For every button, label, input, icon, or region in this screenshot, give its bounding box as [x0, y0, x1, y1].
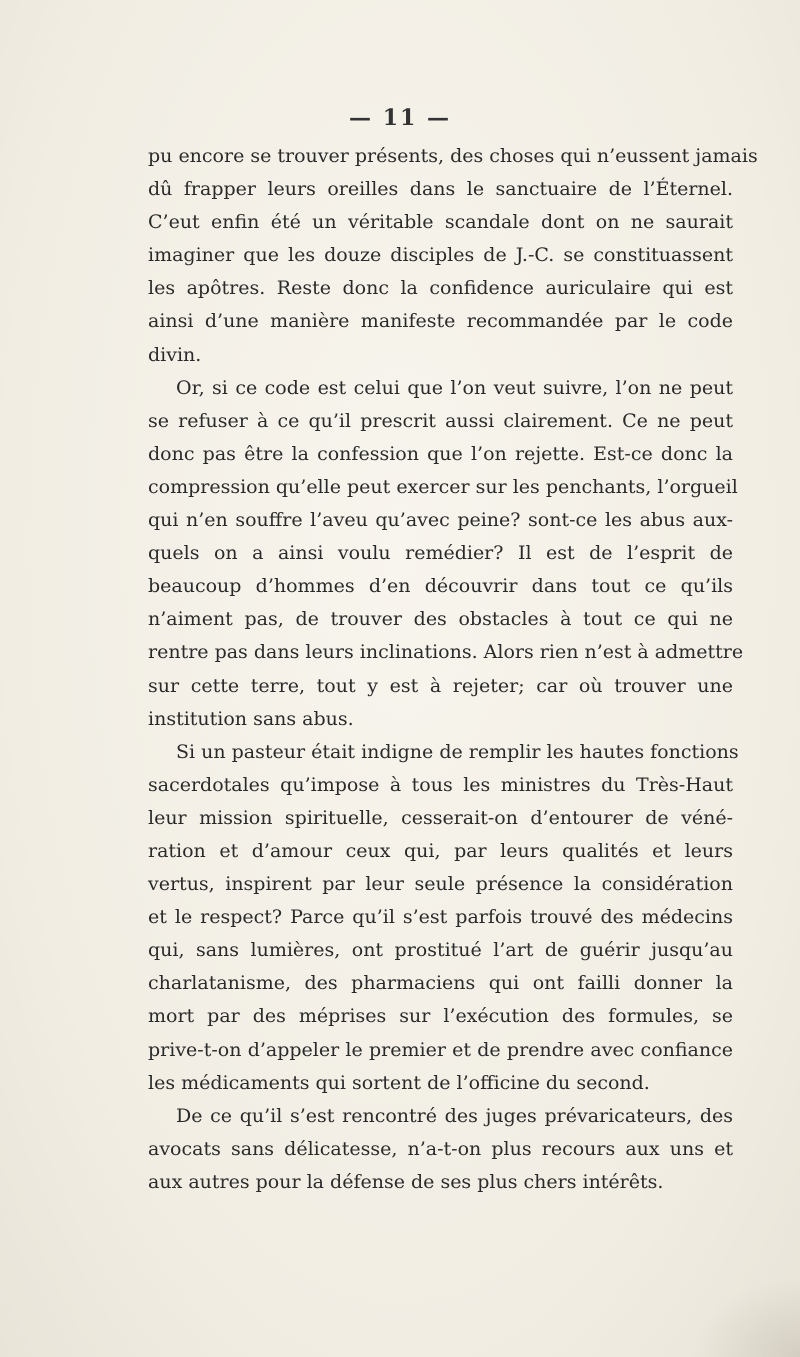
- text-line: quels on a ainsi voulu remédier? Il est de l’esprit de: [148, 542, 733, 565]
- text-line: Or, si ce code est celui que l’on veut suivre, l’on ne peut: [176, 376, 733, 399]
- text-line: prive-t-on d’appeler le premier et de prendre avec confiance: [148, 1038, 733, 1061]
- page-number: — 11 —: [349, 105, 451, 131]
- page-corner-shadow: [690, 1277, 800, 1357]
- text-line: qui, sans lumières, ont prostitué l’art de guérir jusqu’au: [148, 939, 733, 962]
- text-line: n’aiment pas, de trouver des obstacles à tout ce qui ne: [148, 608, 733, 631]
- text-line: ration et d’amour ceux qui, par leurs qualités et leurs: [148, 839, 733, 862]
- text-line: imaginer que les douze disciples de J.-C. se constituassent: [148, 244, 733, 267]
- text-line: mort par des méprises sur l’exécution des formules, se: [148, 1005, 733, 1028]
- text-line: Si un pasteur était indigne de remplir les hautes fonctions: [176, 740, 739, 763]
- text-line: vertus, inspirent par leur seule présence la considération: [148, 873, 733, 896]
- text-line: donc pas être la confession que l’on rejette. Est-ce donc la: [148, 442, 733, 465]
- text-line: se refuser à ce qu’il prescrit aussi clairement. Ce ne peut: [148, 409, 733, 432]
- text-line: aux autres pour la défense de ses plus chers intérêts.: [148, 1170, 664, 1193]
- text-line: rentre pas dans leurs inclinations. Alors rien n’est à admettre: [148, 641, 744, 664]
- text-line: leur mission spirituelle, cesserait-on d’entourer de véné-: [148, 806, 733, 829]
- text-line: les apôtres. Reste donc la confidence auriculaire qui est: [148, 277, 733, 300]
- text-line: De ce qu’il s’est rencontré des juges prévaricateurs, des: [176, 1104, 733, 1127]
- text-line: C’eut enfin été un véritable scandale dont on ne saurait: [148, 211, 733, 234]
- text-line: sur cette terre, tout y est à rejeter; car où trouver une: [148, 674, 733, 697]
- text-line: pu encore se trouver présents, des choses qui n’eussent jamais: [148, 145, 758, 167]
- text-line: divin.: [148, 343, 202, 366]
- text-line: charlatanisme, des pharmaciens qui ont failli donner la: [148, 972, 733, 995]
- text-line: institution sans abus.: [148, 707, 354, 730]
- text-line: les médicaments qui sortent de l’officine du second.: [148, 1071, 650, 1094]
- text-line: ainsi d’une manière manifeste recommandée par le code: [148, 310, 733, 333]
- text-line: beaucoup d’hommes d’en découvrir dans tout ce qu’ils: [148, 575, 733, 598]
- text-line: dû frapper leurs oreilles dans le sanctuaire de l’Éternel.: [148, 178, 733, 201]
- text-line: sacerdotales qu’impose à tous les ministres du Très-Haut: [148, 773, 733, 796]
- text-line: compression qu’elle peut exercer sur les penchants, l’orgueil: [148, 475, 738, 498]
- text-line: et le respect? Parce qu’il s’est parfois trouvé des médecins: [148, 906, 733, 929]
- body-text: [148, 140, 758, 1199]
- text-line: qui n’en souffre l’aveu qu’avec peine? sont-ce les abus aux-: [148, 509, 733, 532]
- text-line: avocats sans délicatesse, n’a-t-on plus recours aux uns et: [148, 1137, 733, 1160]
